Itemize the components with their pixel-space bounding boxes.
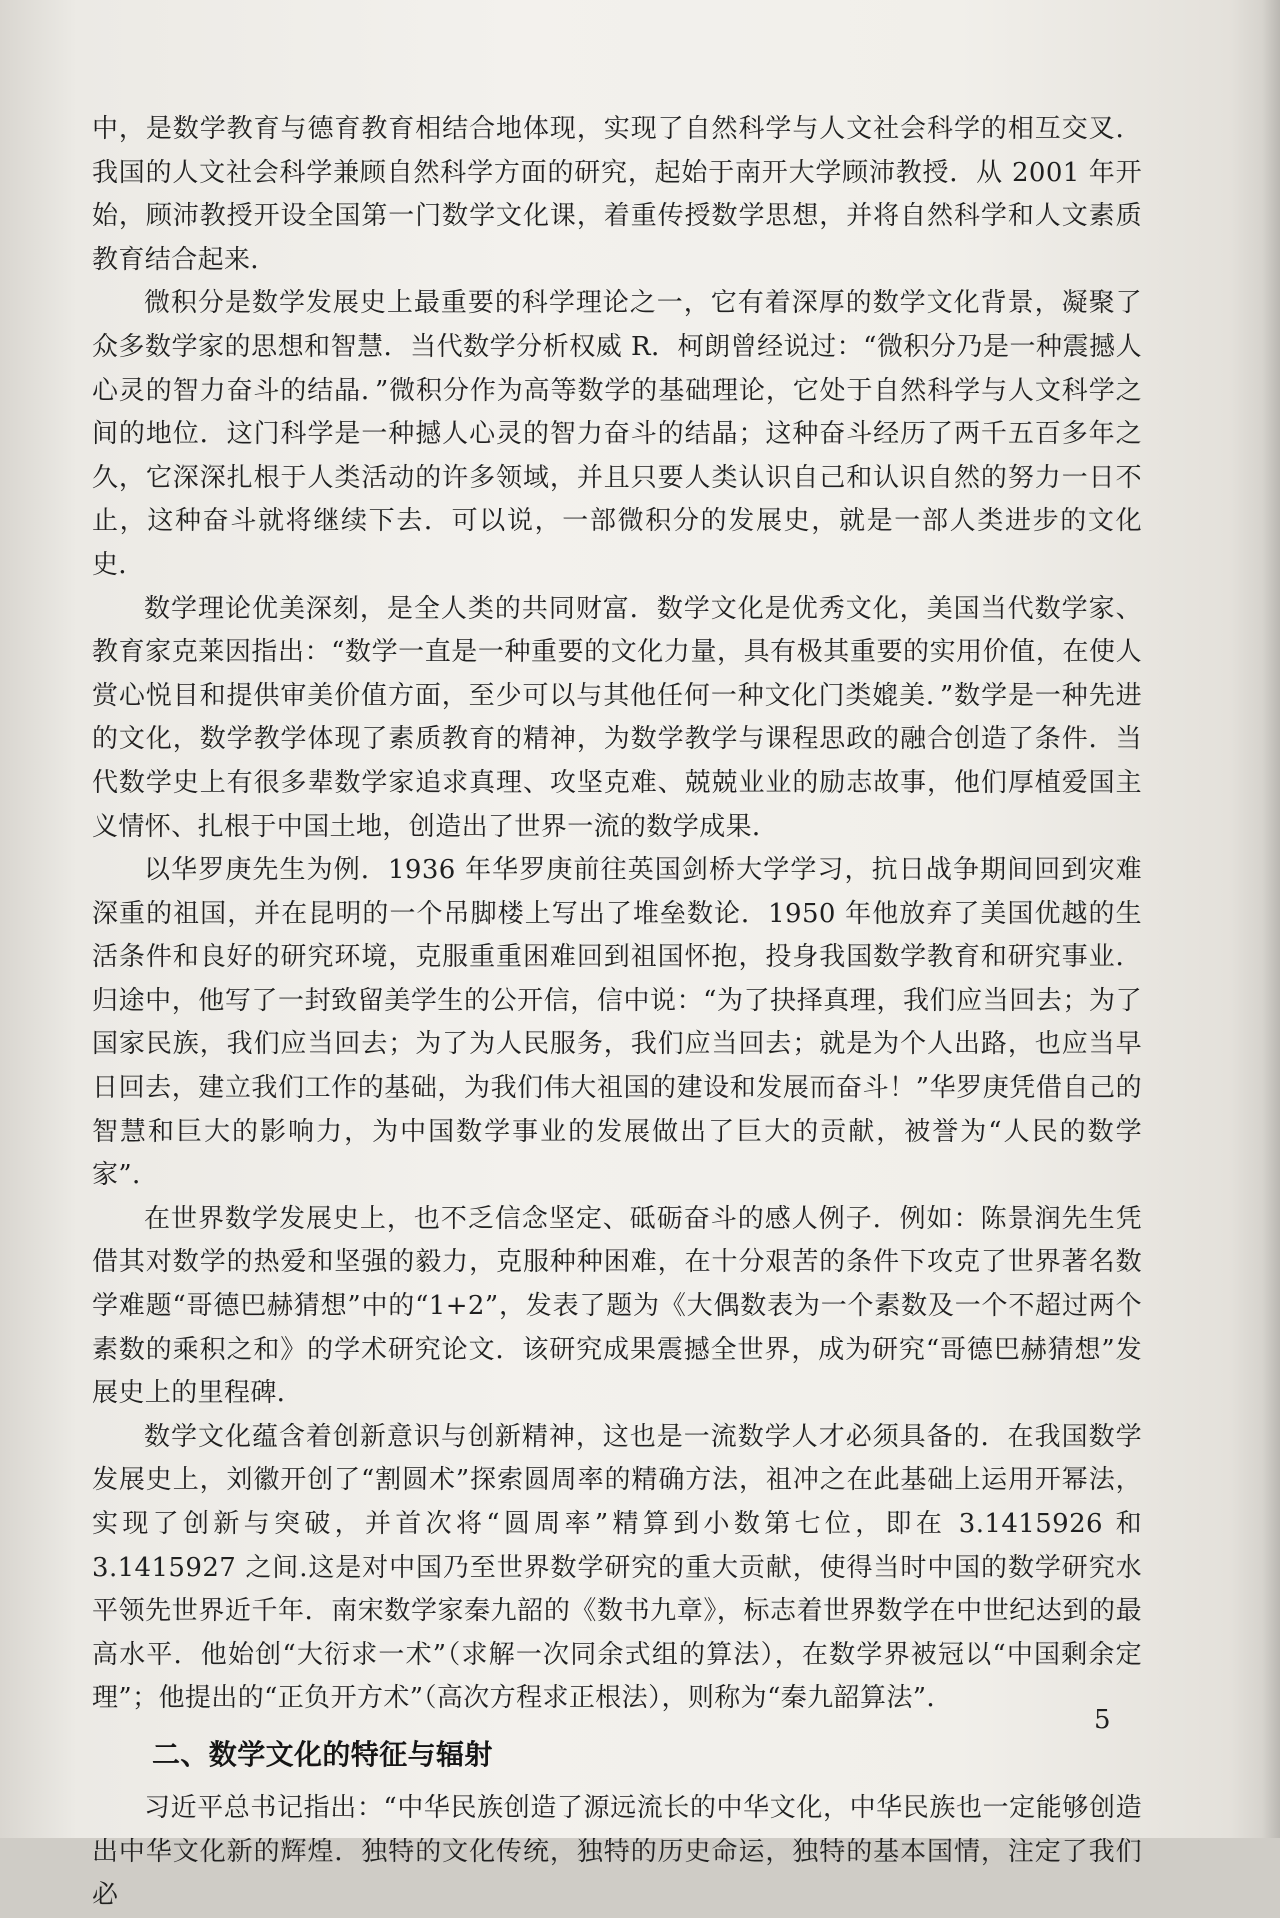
paragraph-innovation: 数学文化蕴含着创新意识与创新精神，这也是一流数学人才必须具备的．在我国数学发展史上，刘徽开创了“割圆术”探索圆周率的精确方法，祖冲之在此基础上运用开幂法，实现了创新与突破，并首次将“圆周率”精算到小数第七位，即在 3.1415926 和 3.1415927 之间.这是对中国乃至世界数学研究的重大贡献，使得当时中国的数学研究水平领先世界近千年．南宋数学家秦九韶的《数书九章》，标志着世界数学在中世纪达到的最高水平．他始创“大衍求一术”（求解一次同余式组的算法），在数学界被冠以“中国剩余定理”；他提出的“正负开方术”（高次方程求正根法），则称为“秦九韶算法”． [92, 1421, 1142, 1714]
paragraph-xi-quote: 习近平总书记指出：“中华民族创造了源远流长的中华文化，中华民族也一定能够创造出中华文化新的辉煌．独特的文化传统，独特的历史命运，独特的基本国情，注定了我们必 [92, 1792, 1142, 1911]
section-heading: 二、数学文化的特征与辐射 [152, 1737, 493, 1771]
paragraph-continued: 中，是数学教育与德育教育相结合地体现，实现了自然科学与人文社会科学的相互交叉．我国的人文社会科学兼顾自然科学方面的研究，起始于南开大学顾沛教授．从 2001 年开始，顾沛教授开设全国第一门数学文化课，着重传授数学思想，并将自然科学和人文素质教育结合起来． [92, 114, 1142, 275]
page-number: 5 [1094, 1705, 1111, 1735]
paragraph-calculus: 微积分是数学发展史上最重要的科学理论之一，它有着深厚的数学文化背景，凝聚了众多数学家的思想和智慧．当代数学分析权威 R．柯朗曾经说过：“微积分乃是一种震撼人心灵的智力奋斗的结晶．”微积分作为高等数学的基础理论，它处于自然科学与人文科学之间的地位．这门科学是一种撼人心灵的智力奋斗的结晶；这种奋斗经历了两千五百多年之久，它深深扎根于人类活动的许多领域，并且只要人类认识自己和认识自然的努力一日不止，这种奋斗就将继续下去．可以说，一部微积分的发展史，就是一部人类进步的文化史． [92, 288, 1142, 580]
paragraph-math-theory: 数学理论优美深刻，是全人类的共同财富．数学文化是优秀文化，美国当代数学家、教育家克莱因指出：“数学一直是一种重要的文化力量，具有极其重要的实用价值，在使人赏心悦目和提供审美价值方面，至少可以与其他任何一种文化门类媲美．”数学是一种先进的文化，数学教学体现了素质教育的精神，为数学教学与课程思政的融合创造了条件．当代数学史上有很多辈数学家追求真理、攻坚克难、兢兢业业的励志故事，他们厚植爱国主义情怀、扎根于中国土地，创造出了世界一流的数学成果． [92, 593, 1142, 842]
paragraph-hua-luogeng: 以华罗庚先生为例．1936 年华罗庚前往英国剑桥大学学习，抗日战争期间回到灾难深重的祖国，并在昆明的一个吊脚楼上写出了堆垒数论．1950 年他放弃了美国优越的生活条件和良好的研究环境，克服重重困难回到祖国怀抱，投身我国数学教育和研究事业．归途中，他写了一封致留美学生的公开信，信中说：“为了抉择真理，我们应当回去；为了国家民族，我们应当回去；为了为人民服务，我们应当回去；就是为个人出路，也应当早日回去，建立我们工作的基础，为我们伟大祖国的建设和发展而奋斗！”华罗庚凭借自己的智慧和巨大的影响力，为中国数学事业的发展做出了巨大的贡献，被誉为“人民的数学家”． [92, 855, 1142, 1191]
body-text [92, 108, 1142, 1918]
paragraph-chen-jingrun: 在世界数学发展史上，也不乏信念坚定、砥砺奋斗的感人例子．例如：陈景润先生凭借其对数学的热爱和坚强的毅力，克服种种困难，在十分艰苦的条件下攻克了世界著名数学难题“哥德巴赫猜想”中的“1+2”，发表了题为《大偶数表为一个素数及一个不超过两个素数的乘积之和》的学术研究论文．该研究成果震撼全世界，成为研究“哥德巴赫猜想”发展史上的里程碑． [92, 1203, 1142, 1409]
